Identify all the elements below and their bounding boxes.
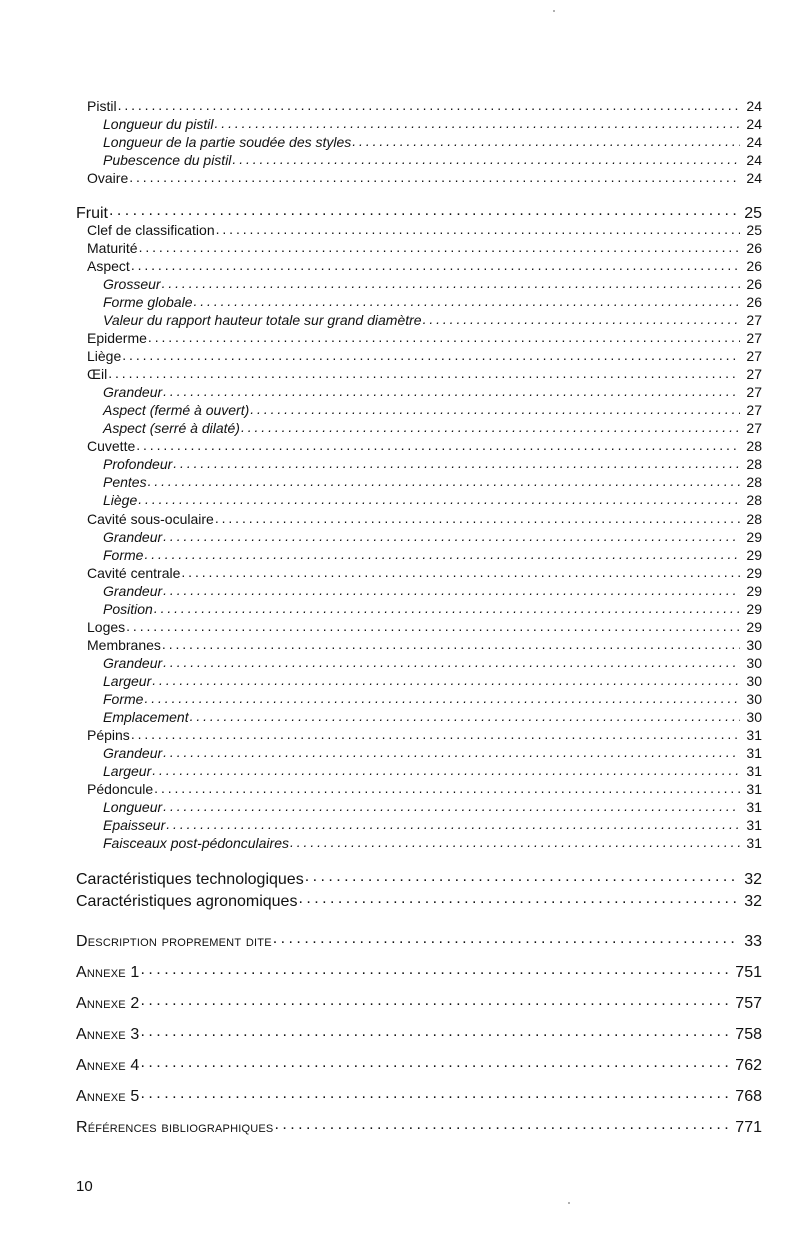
toc-row bbox=[0, 798, 800, 816]
dot-leader bbox=[250, 401, 740, 415]
toc-entry-page: 33 bbox=[744, 933, 762, 950]
toc-entry-page: 26 bbox=[746, 276, 762, 292]
toc-entry-page: 27 bbox=[746, 330, 762, 346]
dot-leader bbox=[131, 257, 741, 271]
toc-row bbox=[0, 221, 800, 239]
toc-entry-page: 29 bbox=[746, 529, 762, 545]
toc-entry-label: Grandeur bbox=[103, 384, 163, 400]
toc-row bbox=[0, 600, 800, 618]
toc-entry-page: 24 bbox=[746, 134, 762, 150]
dot-leader bbox=[190, 708, 741, 722]
toc-entry[interactable] bbox=[103, 834, 762, 851]
dot-leader bbox=[152, 672, 740, 686]
toc-entry-page: 32 bbox=[744, 893, 762, 910]
toc-row bbox=[0, 151, 800, 169]
toc-entry-label: Grandeur bbox=[103, 745, 163, 761]
dot-leader bbox=[148, 329, 741, 343]
toc-row bbox=[0, 239, 800, 257]
toc-entry[interactable] bbox=[103, 528, 762, 545]
toc-entry[interactable] bbox=[103, 600, 762, 617]
dot-leader bbox=[144, 690, 740, 704]
dot-leader bbox=[139, 239, 741, 253]
toc-entry-label: Membranes bbox=[87, 637, 161, 653]
toc-entry-page: 757 bbox=[735, 995, 762, 1012]
toc-entry-label: Longueur bbox=[103, 799, 163, 815]
toc-entry[interactable] bbox=[103, 491, 762, 508]
toc-entry[interactable] bbox=[76, 868, 762, 889]
toc-entry[interactable] bbox=[87, 437, 762, 454]
dot-leader bbox=[181, 564, 740, 578]
toc-entry[interactable] bbox=[103, 455, 762, 472]
toc-row bbox=[0, 1054, 800, 1072]
toc-entry-label: Caractéristiques technologiques bbox=[76, 871, 304, 888]
toc-entry-page: 762 bbox=[735, 1057, 762, 1074]
toc-row bbox=[0, 329, 800, 347]
toc-entry[interactable] bbox=[103, 690, 762, 707]
toc-row bbox=[0, 992, 800, 1010]
dot-leader bbox=[141, 961, 730, 977]
dot-leader bbox=[148, 473, 741, 487]
dot-leader bbox=[273, 930, 738, 946]
toc-entry-label: Faisceaux post-pédonculaires bbox=[103, 835, 289, 851]
dot-leader bbox=[154, 600, 741, 614]
toc-row bbox=[0, 473, 800, 491]
dot-leader bbox=[216, 221, 741, 235]
toc-row bbox=[0, 546, 800, 564]
toc-entry-label: Liège bbox=[87, 348, 122, 364]
dot-leader bbox=[141, 1085, 730, 1101]
toc-entry-label: Aspect bbox=[87, 258, 130, 274]
toc-row bbox=[0, 636, 800, 654]
toc-entry[interactable] bbox=[103, 762, 762, 779]
toc-entry-page: 27 bbox=[746, 366, 762, 382]
toc-entry-page: 26 bbox=[746, 258, 762, 274]
toc-entry-page: 26 bbox=[746, 294, 762, 310]
dot-leader bbox=[305, 868, 739, 884]
dot-leader bbox=[152, 762, 740, 776]
toc-entry-page: 25 bbox=[744, 205, 762, 222]
dot-leader bbox=[118, 97, 741, 111]
dot-leader bbox=[163, 798, 740, 812]
dot-leader bbox=[109, 202, 738, 218]
toc-entry-label: Forme globale bbox=[103, 294, 193, 310]
toc-row bbox=[0, 275, 800, 293]
toc-entry-page: 24 bbox=[746, 98, 762, 114]
toc-row bbox=[0, 890, 800, 908]
toc-entry[interactable] bbox=[76, 961, 762, 982]
toc-entry-label: Forme bbox=[103, 547, 144, 563]
toc-entry-page: 31 bbox=[746, 763, 762, 779]
toc-row bbox=[0, 1023, 800, 1041]
dot-leader bbox=[162, 275, 741, 289]
toc-entry[interactable] bbox=[76, 890, 762, 911]
toc-entry[interactable] bbox=[87, 97, 762, 114]
scan-speck bbox=[568, 1202, 570, 1204]
toc-entry-page: 30 bbox=[746, 673, 762, 689]
dot-leader bbox=[126, 618, 740, 632]
toc-entry[interactable] bbox=[87, 365, 762, 382]
toc-entry-page: 29 bbox=[746, 547, 762, 563]
dot-leader bbox=[162, 636, 741, 650]
toc-entry[interactable] bbox=[87, 510, 762, 527]
toc-entry[interactable] bbox=[103, 546, 762, 563]
toc-row bbox=[0, 618, 800, 636]
toc-entry-label: Aspect (serré à dilaté) bbox=[103, 420, 240, 436]
toc-entry-label: Emplacement bbox=[103, 709, 189, 725]
dot-leader bbox=[163, 654, 740, 668]
toc-entry-page: 30 bbox=[746, 709, 762, 725]
toc-entry[interactable] bbox=[76, 992, 762, 1013]
toc-entry[interactable] bbox=[103, 708, 762, 725]
toc-entry-page: 29 bbox=[746, 565, 762, 581]
toc-row bbox=[0, 510, 800, 528]
toc-entry-page: 27 bbox=[746, 420, 762, 436]
dot-leader bbox=[136, 437, 740, 451]
toc-entry-label: Cavité sous-oculaire bbox=[87, 511, 214, 527]
dot-leader bbox=[298, 890, 738, 906]
toc-row bbox=[0, 582, 800, 600]
scan-speck bbox=[553, 10, 555, 12]
toc-row bbox=[0, 726, 800, 744]
toc-row bbox=[0, 816, 800, 834]
toc-entry[interactable] bbox=[87, 618, 762, 635]
toc-row bbox=[0, 401, 800, 419]
toc-entry[interactable] bbox=[76, 1023, 762, 1044]
toc-entry-label: Grandeur bbox=[103, 583, 163, 599]
toc-entry-page: 28 bbox=[746, 474, 762, 490]
toc-row bbox=[0, 762, 800, 780]
toc-entry-label: Position bbox=[103, 601, 153, 617]
toc-entry-page: 29 bbox=[746, 583, 762, 599]
dot-leader bbox=[173, 455, 740, 469]
toc-entry-page: 31 bbox=[746, 835, 762, 851]
toc-row bbox=[0, 347, 800, 365]
toc-row bbox=[0, 1116, 800, 1134]
dot-leader bbox=[131, 726, 741, 740]
toc-entry-label: Annexe 3 bbox=[76, 1026, 140, 1043]
toc-row bbox=[0, 437, 800, 455]
toc-entry[interactable] bbox=[87, 780, 762, 797]
toc-entry[interactable] bbox=[103, 383, 762, 400]
toc-entry-label: Cuvette bbox=[87, 438, 136, 454]
toc-entry-label: Valeur du rapport hauteur totale sur grand diamètre bbox=[103, 312, 422, 328]
toc-row bbox=[0, 672, 800, 690]
dot-leader bbox=[166, 816, 740, 830]
toc-entry[interactable] bbox=[76, 1054, 762, 1075]
toc-entry-page: 758 bbox=[735, 1026, 762, 1043]
toc-entry-label: Aspect (fermé à ouvert) bbox=[103, 402, 250, 418]
toc-entry-page: 31 bbox=[746, 817, 762, 833]
toc-row bbox=[0, 133, 800, 151]
toc-entry[interactable] bbox=[87, 329, 762, 346]
toc-entry[interactable] bbox=[76, 202, 762, 223]
toc-entry[interactable] bbox=[87, 239, 762, 256]
toc-entry[interactable] bbox=[87, 221, 762, 238]
dot-leader bbox=[215, 115, 741, 129]
dot-leader bbox=[122, 347, 740, 361]
toc-entry-label: Annexe 1 bbox=[76, 964, 140, 981]
toc-entry-page: 28 bbox=[746, 492, 762, 508]
toc-entry-label: Pédoncule bbox=[87, 781, 154, 797]
toc-row bbox=[0, 419, 800, 437]
toc-entry-label: Loges bbox=[87, 619, 126, 635]
toc-entry-label: Annexe 4 bbox=[76, 1057, 140, 1074]
dot-leader bbox=[163, 744, 740, 758]
toc-entry[interactable] bbox=[103, 816, 762, 833]
toc-entry-page: 27 bbox=[746, 312, 762, 328]
toc-entry-label: Pubescence du pistil bbox=[103, 152, 232, 168]
toc-entry-page: 24 bbox=[746, 116, 762, 132]
toc-entry-label: Grosseur bbox=[103, 276, 161, 292]
dot-leader bbox=[144, 546, 740, 560]
toc-entry[interactable] bbox=[87, 169, 762, 186]
toc-entry-page: 751 bbox=[735, 964, 762, 981]
toc-entry-label: Pentes bbox=[103, 474, 147, 490]
toc-entry-page: 26 bbox=[746, 240, 762, 256]
toc-row bbox=[0, 930, 800, 948]
toc-entry-label: Œil bbox=[87, 366, 108, 382]
toc-entry-label: Epaisseur bbox=[103, 817, 166, 833]
toc-entry-page: 31 bbox=[746, 727, 762, 743]
toc-entry-page: 31 bbox=[746, 745, 762, 761]
toc-row bbox=[0, 690, 800, 708]
dot-leader bbox=[290, 834, 740, 848]
dot-leader bbox=[108, 365, 740, 379]
toc-entry-label: Liège bbox=[103, 492, 138, 508]
toc-entry[interactable] bbox=[87, 257, 762, 274]
toc-entry-label: Maturité bbox=[87, 240, 138, 256]
toc-entry-page: 29 bbox=[746, 601, 762, 617]
toc-row bbox=[0, 311, 800, 329]
toc-entry-label: Pépins bbox=[87, 727, 130, 743]
toc-row bbox=[0, 383, 800, 401]
toc-entry[interactable] bbox=[76, 1085, 762, 1106]
toc-entry[interactable] bbox=[103, 744, 762, 761]
toc-entry[interactable] bbox=[103, 401, 762, 418]
dot-leader bbox=[274, 1116, 729, 1132]
toc-row bbox=[0, 744, 800, 762]
toc-entry-label: Longueur du pistil bbox=[103, 116, 214, 132]
toc-row bbox=[0, 961, 800, 979]
dot-leader bbox=[352, 133, 740, 147]
dot-leader bbox=[215, 510, 741, 524]
toc-entry[interactable] bbox=[103, 275, 762, 292]
toc-entry-label: Grandeur bbox=[103, 529, 163, 545]
toc-row bbox=[0, 202, 800, 220]
toc-entry[interactable] bbox=[103, 115, 762, 132]
toc-row bbox=[0, 115, 800, 133]
toc-entry-page: 29 bbox=[746, 619, 762, 635]
toc-entry-label: Epiderme bbox=[87, 330, 147, 346]
toc-row bbox=[0, 491, 800, 509]
toc-entry-label: Largeur bbox=[103, 673, 152, 689]
toc-entry[interactable] bbox=[103, 582, 762, 599]
toc-entry-label: Largeur bbox=[103, 763, 152, 779]
toc-row bbox=[0, 257, 800, 275]
dot-leader bbox=[154, 780, 740, 794]
toc-entry-label: Clef de classification bbox=[87, 222, 215, 238]
dot-leader bbox=[163, 528, 740, 542]
toc-row bbox=[0, 455, 800, 473]
toc-entry[interactable] bbox=[87, 726, 762, 743]
dot-leader bbox=[232, 151, 740, 165]
toc-row bbox=[0, 528, 800, 546]
toc-entry[interactable] bbox=[103, 311, 762, 328]
toc-entry-label: Longueur de la partie soudée des styles bbox=[103, 134, 352, 150]
toc-entry-page: 30 bbox=[746, 637, 762, 653]
toc-row bbox=[0, 780, 800, 798]
toc-entry-page: 768 bbox=[735, 1088, 762, 1105]
toc-entry-label: Annexe 2 bbox=[76, 995, 140, 1012]
toc-entry-page: 32 bbox=[744, 871, 762, 888]
toc-entry[interactable] bbox=[103, 672, 762, 689]
toc-entry-page: 28 bbox=[746, 456, 762, 472]
toc-entry[interactable] bbox=[76, 1116, 762, 1137]
dot-leader bbox=[129, 169, 740, 183]
toc-row bbox=[0, 564, 800, 582]
toc-entry-label: Références bibliographiques bbox=[76, 1119, 274, 1136]
toc-entry-page: 25 bbox=[746, 222, 762, 238]
toc-entry-label: Pistil bbox=[87, 98, 117, 114]
toc-entry[interactable] bbox=[87, 347, 762, 364]
toc-entry-page: 27 bbox=[746, 384, 762, 400]
toc-entry[interactable] bbox=[103, 151, 762, 168]
toc-entry-page: 27 bbox=[746, 348, 762, 364]
toc-entry-page: 771 bbox=[735, 1119, 762, 1136]
toc-entry-label: Forme bbox=[103, 691, 144, 707]
toc-entry-page: 30 bbox=[746, 655, 762, 671]
toc-row bbox=[0, 868, 800, 886]
toc-entry-label: Fruit bbox=[76, 205, 108, 222]
toc-entry-page: 28 bbox=[746, 438, 762, 454]
toc-entry-page: 24 bbox=[746, 152, 762, 168]
toc-row bbox=[0, 97, 800, 115]
toc-entry-page: 27 bbox=[746, 402, 762, 418]
dot-leader bbox=[163, 383, 740, 397]
toc-entry[interactable] bbox=[87, 564, 762, 581]
toc-entry[interactable] bbox=[87, 636, 762, 653]
dot-leader bbox=[141, 992, 730, 1008]
toc-entry-label: Description proprement dite bbox=[76, 933, 272, 950]
dot-leader bbox=[194, 293, 741, 307]
toc-entry-page: 28 bbox=[746, 511, 762, 527]
page-number: 10 bbox=[76, 1178, 93, 1195]
dot-leader bbox=[423, 311, 741, 325]
toc-entry-page: 31 bbox=[746, 781, 762, 797]
dot-leader bbox=[163, 582, 740, 596]
dot-leader bbox=[141, 1054, 730, 1070]
toc-entry[interactable] bbox=[103, 293, 762, 310]
dot-leader bbox=[138, 491, 740, 505]
toc-entry-label: Grandeur bbox=[103, 655, 163, 671]
toc-entry-label: Caractéristiques agronomiques bbox=[76, 893, 298, 910]
toc-row bbox=[0, 834, 800, 852]
toc-entry-label: Cavité centrale bbox=[87, 565, 181, 581]
toc-entry-label: Profondeur bbox=[103, 456, 173, 472]
toc-entry[interactable] bbox=[103, 473, 762, 490]
toc-entry[interactable] bbox=[103, 654, 762, 671]
toc-row bbox=[0, 365, 800, 383]
toc-entry-page: 30 bbox=[746, 691, 762, 707]
toc-row bbox=[0, 708, 800, 726]
toc-entry-label: Annexe 5 bbox=[76, 1088, 140, 1105]
toc-entry-page: 24 bbox=[746, 170, 762, 186]
toc-row bbox=[0, 654, 800, 672]
toc-row bbox=[0, 1085, 800, 1103]
toc-entry-label: Ovaire bbox=[87, 170, 129, 186]
toc-entry-page: 31 bbox=[746, 799, 762, 815]
toc-entry[interactable] bbox=[76, 930, 762, 951]
toc-row bbox=[0, 293, 800, 311]
toc-entry[interactable] bbox=[103, 419, 762, 436]
dot-leader bbox=[141, 1023, 730, 1039]
toc-row bbox=[0, 169, 800, 187]
toc-entry[interactable] bbox=[103, 133, 762, 150]
toc-entry[interactable] bbox=[103, 798, 762, 815]
dot-leader bbox=[241, 419, 740, 433]
